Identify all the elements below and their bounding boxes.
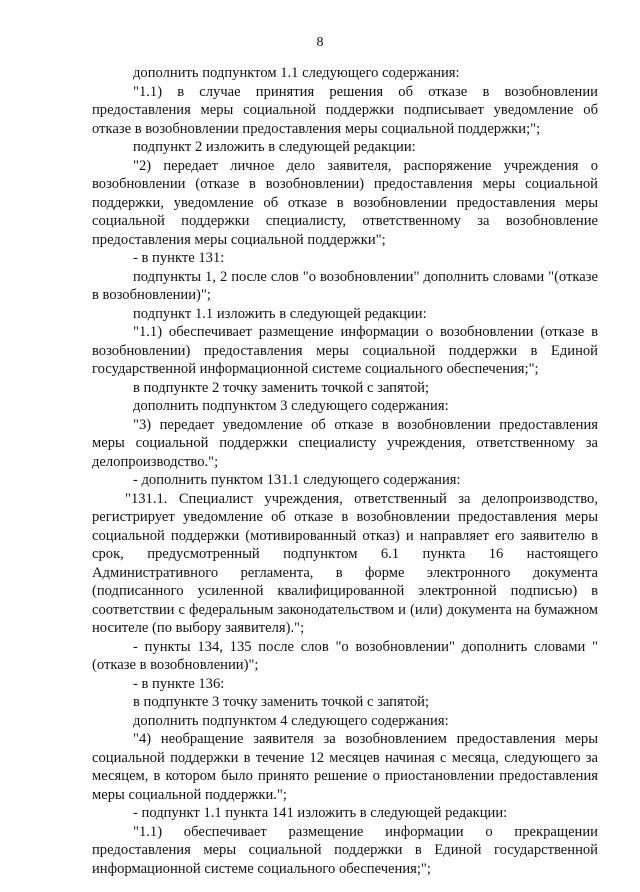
document-body bbox=[92, 64, 598, 878]
paragraph: - пункты 134, 135 после слов "о возобновлении" дополнить словами "(отказе в возобновлении)"; bbox=[92, 638, 598, 673]
paragraph: подпункты 1, 2 после слов "о возобновлении" дополнить словами "(отказе в возобновлении)"; bbox=[92, 268, 598, 303]
paragraph: дополнить подпунктом 4 следующего содержания: bbox=[133, 712, 449, 729]
paragraph: дополнить подпунктом 3 следующего содержания: bbox=[133, 398, 449, 414]
paragraph: в подпункте 2 точку заменить точкой с запятой; bbox=[133, 379, 430, 396]
paragraph: подпункт 1.1 изложить в следующей редакции: bbox=[133, 305, 427, 322]
page-number: 8 bbox=[316, 35, 324, 50]
paragraph: "131.1. Специалист учреждения, ответственный за делопроизводство, регистрирует уведомление об отказе в возобновлении предоставления меры социальной поддержки (мотивированный отказ) и направляет его заявителю в срок, предусмотренный подпунктом 6.1 пункта 16 настоящего Административного регламента, в форме электронного документа (подписанного усиленной квалифицированной электронной подписью) в соответствии с федеральным законодательством и (или) документа на бумажном носителе (по выбору заявителя)."; bbox=[92, 490, 598, 636]
paragraph: "1.1) обеспечивает размещение информации о возобновлении (отказе в возобновлении) предоставления меры социальной поддержки в Единой государственной информационной системе социального обеспечения;"; bbox=[92, 324, 598, 377]
paragraph: подпункт 2 изложить в следующей редакции: bbox=[133, 139, 416, 155]
paragraph: дополнить подпунктом 1.1 следующего содержания: bbox=[133, 65, 460, 81]
paragraph: "4) необращение заявителя за возобновлением предоставления меры социальной поддержки в течение 12 месяцев начиная с месяца, следующего за месяцем, в котором было принято решение о приостановлении предоставления меры социальной поддержки."; bbox=[92, 731, 598, 803]
paragraph: "1.1) обеспечивает размещение информации о прекращении предоставления меры социальной поддержки в Единой государственной информационной системе социального обеспечения;"; bbox=[92, 823, 598, 877]
paragraph: - подпункт 1.1 пункта 141 изложить в следующей редакции: bbox=[133, 805, 508, 821]
paragraph: в подпункте 3 точку заменить точкой с запятой; bbox=[133, 694, 430, 710]
paragraph: - в пункте 131: bbox=[133, 250, 225, 266]
paragraph: "2) передает личное дело заявителя, распоряжение учреждения о возобновлении (отказе в возобновлении) предоставления меры социальной поддержки, уведомление об отказе в возобновлении предоставления меры социальной поддержки специалисту, ответственному за возобновление предоставления меры социальной поддержки"; bbox=[92, 157, 598, 248]
paragraph: - в пункте 136: bbox=[133, 675, 225, 692]
paragraph: "1.1) в случае принятия решения об отказе в возобновлении предоставления меры социальной поддержки подписывает уведомление об отказе в возобновлении предоставления меры социальной поддержки;"; bbox=[92, 83, 598, 137]
paragraph: - дополнить пунктом 131.1 следующего содержания: bbox=[133, 472, 461, 488]
paragraph: "3) передает уведомление об отказе в возобновлении предоставления меры социальной поддержки специалисту учреждения, ответственному за делопроизводство."; bbox=[92, 416, 598, 470]
